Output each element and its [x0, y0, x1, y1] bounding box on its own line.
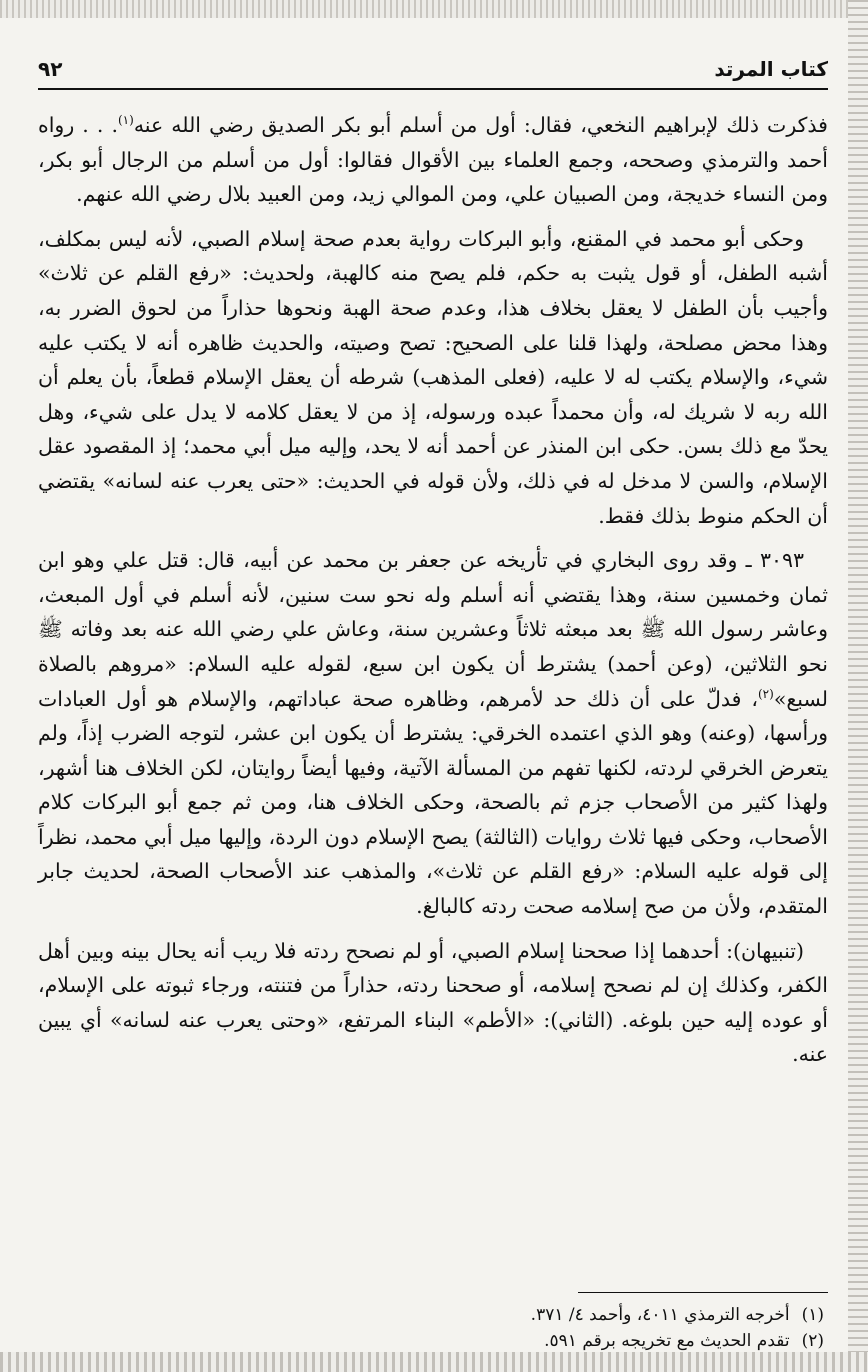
scan-edge-right	[848, 0, 868, 1372]
footnote-text: تقدم الحديث مع تخريجه برقم ٥٩١.	[544, 1331, 790, 1351]
book-page	[38, 40, 828, 1351]
paragraph-3	[38, 543, 828, 924]
paragraph-1-text-a: فذكرت ذلك لإبراهيم النخعي، فقال: أول من أسلم أبو بكر الصديق رضي الله عنه	[133, 113, 828, 137]
footnote-ref-2: (٢)	[757, 686, 774, 701]
footnote-number: (١)	[801, 1305, 824, 1325]
paragraph-2: وحكى أبو محمد في المقنع، وأبو البركات رواية بعدم صحة إسلام الصبي، لأنه ليس بمكلف، أشبه الطفل، أو قول يثبت به حكم، فلم يصح منه كالهبة، ولحديث: «رفع القلم عن ثلاث» وأجيب بأن الطفل لا يعقل بخلاف هذا، وعدم صحة الهبة ونحوها حذاراً من لحوق الضرر به، وهذا محض مصلحة، ولهذا قلنا على الصحيح: تصح وصيته، والحديث ظاهره أنه لا يكتب عليه شيء، والإسلام يكتب له لا عليه، (فعلى المذهب) شرطه أن يعقل الإسلام قطعاً، بأن يعلم أن الله ربه لا شريك له، وأن محمداً عبده ورسوله، إذ من لا يعقل كلامه لا يدل على شيء، وهل يحدّ مع ذلك بسن. حكى ابن المنذر عن أحمد أنه لا يحد، وإليه ميل أبي محمد؛ إذ المقصود عقل الإسلام، والسن لا مدخل له في ذلك، ولأن قوله في الحديث: «حتى يعرب عنه لسانه» يقتضي أن الحكم منوط بذلك فقط.	[38, 226, 828, 528]
footnotes	[38, 1302, 828, 1354]
scan-edge-top	[0, 0, 868, 18]
page-number: ٩٢	[38, 57, 63, 81]
footnote-ref-1: (١)	[117, 113, 134, 128]
footnote-text: أخرجه الترمذي ٤٠١١، وأحمد ٤/ ٣٧١.	[530, 1305, 790, 1325]
paragraph-1	[38, 108, 828, 212]
body-text	[38, 108, 828, 1082]
running-title: كتاب المرتد	[714, 57, 828, 81]
paragraph-4: (تنبيهان): أحدهما إذا صححنا إسلام الصبي، أو لم نصحح ردته فلا ريب أنه يحال بينه وبين أهل الكفر، وكذلك إن لم نصحح إسلامه، أو صححنا ردته، حذاراً من فتنته، ورجاء ثبوته على الإسلام، أو عوده إليه حين بلوغه. (الثاني): «الأطم» البناء المرتفع، «وحتى يعرب عنه لسانه» أي يبين عنه.	[38, 938, 828, 1067]
footnote-item	[38, 1302, 828, 1328]
scan-edge-bottom	[0, 1352, 868, 1372]
paragraph-3-text-a: ٣٠٩٣ ـ وقد روى البخاري في تأريخه عن جعفر بن محمد عن أبيه، قال: قتل علي وهو ابن ثمان وخمسين سنة، وهذا يقتضي أنه أسلم وله نحو ست سنين، لأنه أسلم في أول المبعث، وعاشر رسول الله ﷺ بعد مبعثه ثلاثاً وعشرين سنة، وعاش علي رضي الله عنه بعد وفاته ﷺ نحو الثلاثين، (وعن أحمد) يشترط أن يكون ابن سبع، لقوله عليه السلام: «مروهم بالصلاة لسبع»	[38, 548, 828, 711]
page-header	[38, 50, 828, 90]
footnote-number: (٢)	[801, 1331, 824, 1351]
footnote-separator	[578, 1292, 828, 1293]
paragraph-3-text-b: ، فدلّ على أن ذلك حد لأمرهم، وظاهره صحة عباداتهم، والإسلام هو أول العبادات ورأسها، (وعنه) وهو الذي اعتمده الخرقي: يشترط أن يكون ابن عشر، لتوجه الضرب إذاً، ولم يتعرض الخرقي لردته، لكنها تفهم من المسألة الآتية، وفيها أيضاً روايتان، لكن الخلاف هنا أشهر، ولهذا كثير من الأصحاب جزم ثم بالصحة، وحكى الخلاف هنا، ومن ثم جمع أبو البركات كلام الأصحاب، وحكى فيها ثلاث روايات (الثالثة) يصح الإسلام دون الردة، وإليها ميل أبي محمد، نظراً إلى قوله عليه السلام: «رفع القلم عن ثلاث»، والمذهب عند الأصحاب الصحة، لحديث جابر المتقدم، ولأن من صح إسلامه صحت ردته كالبالغ.	[38, 686, 828, 919]
paragraph-1-text-b: . . . رواه أحمد والترمذي وصححه، وجمع العلماء بين الأقوال فقالوا: أول من أسلم من الرجال أبو بكر، ومن النساء خديجة، ومن الصبيان علي، ومن الموالي زيد، ومن العبيد بلال رضي الله عنهم.	[38, 113, 828, 207]
footnote-item	[38, 1328, 828, 1354]
